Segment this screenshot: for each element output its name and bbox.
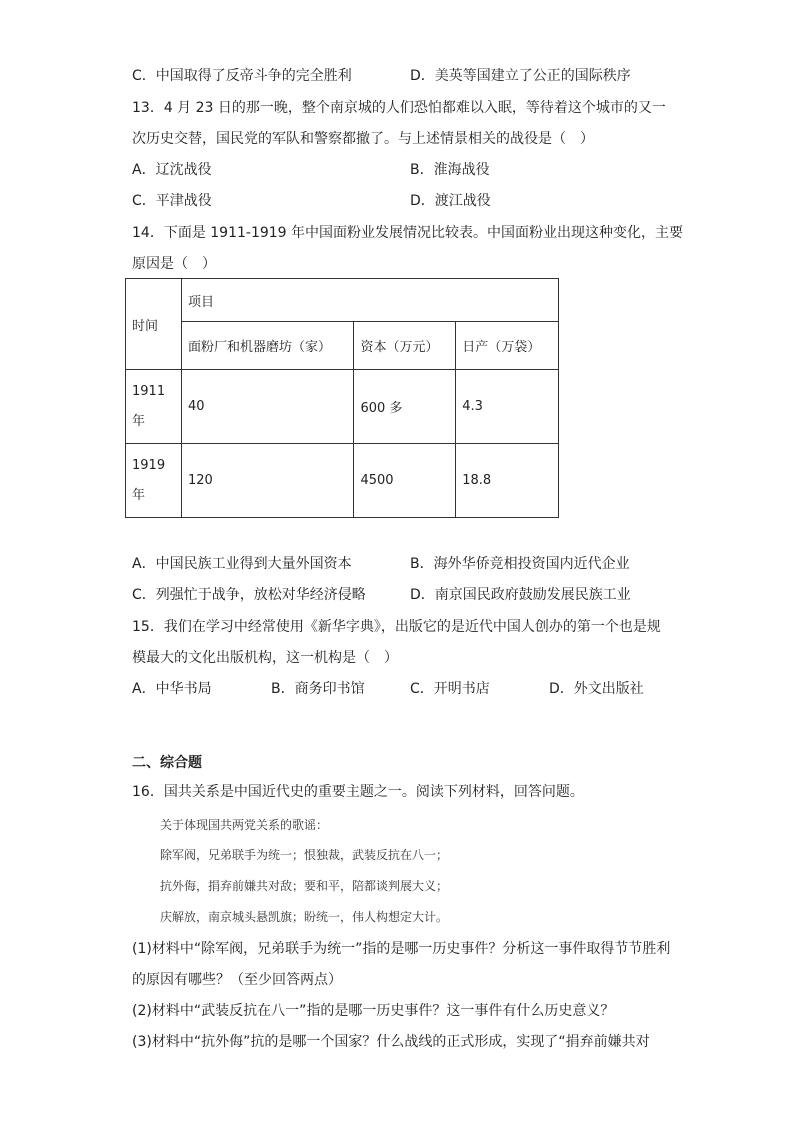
table-header-output: 日产（万袋） bbox=[456, 322, 559, 370]
table-cell: 4.3 bbox=[456, 370, 559, 444]
table-cell-year: 1911 年 bbox=[126, 370, 182, 444]
table-cell: 600 多 bbox=[354, 370, 456, 444]
q14-option-b: B．海外华侨竞相投资国内近代企业 bbox=[410, 556, 630, 572]
q14-option-a: A．中国民族工业得到大量外国资本 bbox=[132, 556, 352, 572]
q13-option-b: B．淮海战役 bbox=[410, 162, 490, 178]
poem-line: 抗外侮，捐弃前嫌共对敌；要和平，陪都谈判展大义； bbox=[160, 879, 449, 893]
poem-line: 庆解放，南京城头悬凯旗；盼统一，伟人构想定大计。 bbox=[160, 910, 449, 924]
table-cell: 120 bbox=[181, 444, 354, 518]
q14-option-c: C．列强忙于战争，放松对华经济侵略 bbox=[132, 587, 366, 603]
q13-option-d: D．渡江战役 bbox=[410, 193, 491, 209]
table-header-factories: 面粉厂和机器磨坊（家） bbox=[181, 322, 354, 370]
table-header-capital: 资本（万元） bbox=[354, 322, 456, 370]
q15-option-a: A．中华书局 bbox=[132, 681, 212, 697]
poem-line: 关于体现国共两党关系的歌谣： bbox=[160, 818, 329, 832]
q15-option-d: D．外文出版社 bbox=[549, 681, 644, 697]
table-header-item: 项目 bbox=[181, 279, 558, 322]
q14-stem-line2: 原因是（ ） bbox=[132, 256, 216, 272]
q16-sub3: (3)材料中“抗外侮”抗的是哪一个国家？什么战线的正式形成，实现了“捐弃前嫌共对 bbox=[132, 1034, 650, 1050]
q13-option-a: A．辽沈战役 bbox=[132, 162, 212, 178]
table-header-row bbox=[126, 279, 559, 322]
q13-stem-line2: 次历史交替，国民党的军队和警察都撤了。与上述情景相关的战役是（ ） bbox=[132, 131, 594, 147]
q15-stem-line2: 模最大的文化出版机构，这一机构是（ ） bbox=[132, 650, 398, 666]
table-cell: 4500 bbox=[354, 444, 456, 518]
q16-sub1-line1: (1)材料中“除军阀，兄弟联手为统一”指的是哪一历史事件？分析这一事件取得节节胜利 bbox=[132, 941, 671, 957]
q12-option-c: C．中国取得了反帝斗争的完全胜利 bbox=[132, 68, 352, 84]
table-cell: 40 bbox=[181, 370, 354, 444]
q15-option-b: B．商务印书馆 bbox=[271, 681, 365, 697]
q16-sub2: (2)材料中“武装反抗在八一”指的是哪一历史事件？这一事件有什么历史意义？ bbox=[132, 1003, 615, 1019]
poem-line: 除军阀，兄弟联手为统一；恨独裁，武装反抗在八一； bbox=[160, 848, 449, 862]
q12-option-d: D．美英等国建立了公正的国际秩序 bbox=[410, 68, 631, 84]
flour-industry-table bbox=[125, 278, 559, 518]
q13-option-c: C．平津战役 bbox=[132, 193, 212, 209]
table-cell: 18.8 bbox=[456, 444, 559, 518]
table-header-time: 时间 bbox=[126, 279, 182, 370]
q13-stem-line1: 13．4 月 23 日的那一晚，整个南京城的人们恐怕都难以入眠，等待着这个城市的又一 bbox=[132, 100, 666, 116]
q16-stem: 16．国共关系是中国近代史的重要主题之一。阅读下列材料，回答问题。 bbox=[132, 784, 584, 800]
q14-option-d: D．南京国民政府鼓励发展民族工业 bbox=[410, 587, 631, 603]
table-cell-year: 1919 年 bbox=[126, 444, 182, 518]
q15-option-c: C．开明书店 bbox=[410, 681, 490, 697]
section-title: 二、综合题 bbox=[132, 755, 202, 771]
q14-stem-line1: 14．下面是 1911-1919 年中国面粉业发展情况比较表。中国面粉业出现这种变化，主要 bbox=[132, 225, 684, 241]
table-row bbox=[126, 444, 559, 518]
table-subheader-row bbox=[126, 322, 559, 370]
q15-stem-line1: 15．我们在学习中经常使用《新华字典》，出版它的是近代中国人创办的第一个也是规 bbox=[132, 619, 661, 635]
table-row bbox=[126, 370, 559, 444]
q16-sub1-line2: 的原因有哪些？（至少回答两点） bbox=[132, 972, 342, 988]
